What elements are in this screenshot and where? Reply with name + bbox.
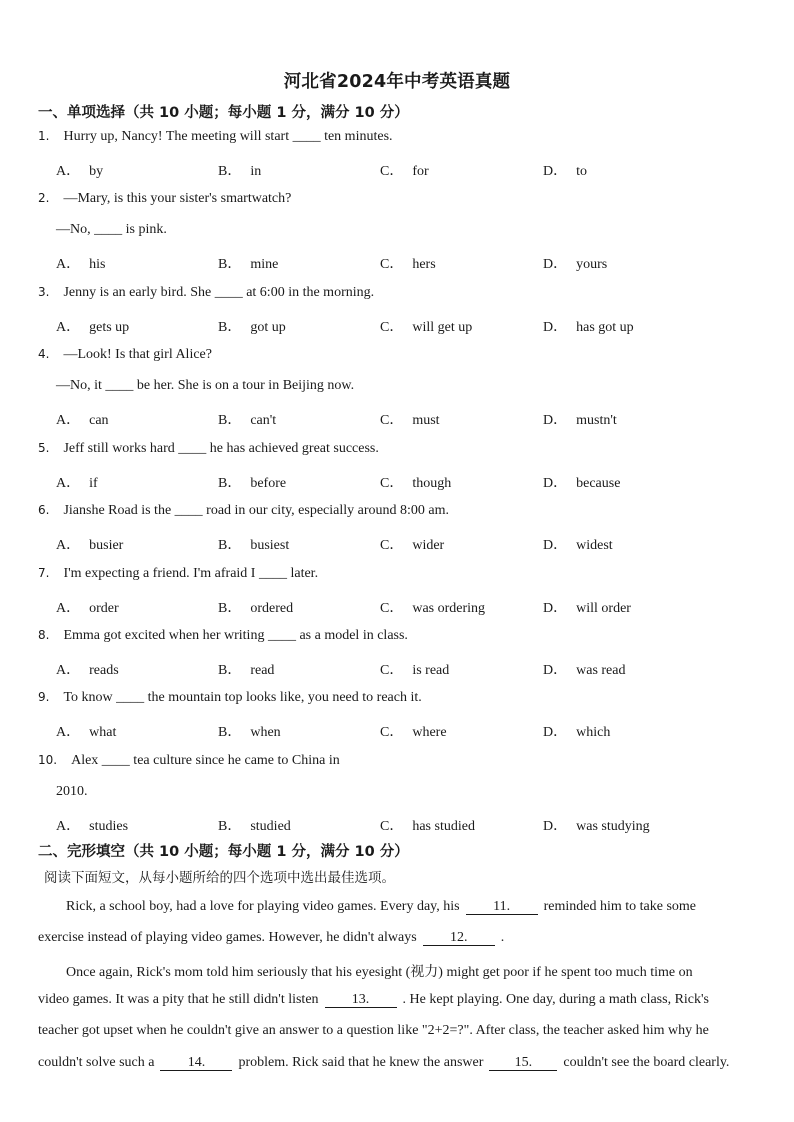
option-text: for	[412, 164, 429, 179]
option-text: studied	[250, 819, 291, 834]
option-letter: D．	[543, 413, 568, 428]
question-5	[38, 441, 379, 457]
option-text: got up	[250, 320, 286, 335]
question-stem: Jeff still works hard ____ he has achieved great success.	[63, 441, 379, 456]
option-b[interactable]	[218, 316, 286, 336]
answer-options	[56, 721, 776, 741]
option-text: busier	[89, 538, 124, 553]
option-c[interactable]	[380, 253, 436, 273]
option-text: was read	[576, 663, 626, 678]
question-stem-continued: —No, ____ is pink.	[56, 222, 167, 237]
option-text: reads	[89, 663, 119, 678]
question-number: 10.	[38, 753, 58, 767]
passage-text: couldn't solve such a	[38, 1055, 155, 1070]
option-letter: B．	[218, 538, 242, 553]
option-letter: C．	[380, 663, 404, 678]
question-stem-continued: 2010.	[56, 784, 88, 799]
answer-options	[56, 472, 776, 492]
option-text: was studying	[576, 819, 650, 834]
option-letter: D．	[543, 164, 568, 179]
option-d[interactable]	[543, 815, 650, 835]
option-b[interactable]	[218, 659, 274, 679]
passage-text: reminded him to take some	[543, 899, 697, 914]
option-a[interactable]	[56, 721, 116, 741]
option-letter: B．	[218, 601, 242, 616]
option-letter: A．	[56, 413, 81, 428]
option-text: has got up	[576, 320, 634, 335]
question-stem: —Look! Is that girl Alice?	[63, 347, 212, 362]
passage-text: .	[500, 930, 505, 945]
option-letter: C．	[380, 320, 404, 335]
option-letter: A．	[56, 663, 81, 678]
option-b[interactable]	[218, 472, 286, 492]
passage-line-4	[38, 992, 709, 1008]
passage-line-2	[38, 930, 504, 946]
question-stem: Hurry up, Nancy! The meeting will start ____ ten minutes.	[63, 129, 393, 144]
option-a[interactable]	[56, 160, 103, 180]
passage-line-1	[66, 899, 696, 915]
option-text: before	[250, 476, 287, 491]
cloze-blank[interactable]: 14.	[160, 1055, 232, 1071]
option-text: if	[89, 476, 98, 491]
option-letter: C．	[380, 164, 404, 179]
option-b[interactable]	[218, 815, 291, 835]
option-letter: B．	[218, 320, 242, 335]
question-2	[38, 191, 291, 207]
option-text: when	[250, 725, 281, 740]
option-a[interactable]	[56, 472, 98, 492]
option-d[interactable]	[543, 597, 631, 617]
question-number: 9.	[38, 690, 50, 704]
option-letter: D．	[543, 476, 568, 491]
option-letter: A．	[56, 257, 81, 272]
option-text: hers	[412, 257, 436, 272]
option-text: busiest	[250, 538, 290, 553]
option-letter: B．	[218, 476, 242, 491]
option-d[interactable]	[543, 160, 587, 180]
option-letter: C．	[380, 538, 404, 553]
passage-text: video games. It was a pity that he still didn't listen	[38, 992, 319, 1007]
question-stem-continued: —No, it ____ be her. She is on a tour in Beijing now.	[56, 378, 355, 393]
answer-options	[56, 815, 776, 835]
option-letter: C．	[380, 257, 404, 272]
option-letter: A．	[56, 320, 81, 335]
option-letter: B．	[218, 164, 242, 179]
option-letter: C．	[380, 601, 404, 616]
option-letter: D．	[543, 257, 568, 272]
question-number: 4.	[38, 347, 50, 361]
option-a[interactable]	[56, 597, 119, 617]
question-number: 7.	[38, 566, 50, 580]
option-b[interactable]	[218, 534, 289, 554]
question-6	[38, 503, 449, 519]
option-d[interactable]	[543, 409, 617, 429]
question-stem: Emma got excited when her writing ____ as a model in class.	[63, 628, 408, 643]
option-a[interactable]	[56, 659, 119, 679]
page-title: 河北省2024年中考英语真题	[283, 72, 511, 92]
option-letter: B．	[218, 413, 242, 428]
option-text: widest	[576, 538, 613, 553]
option-text: read	[250, 663, 275, 678]
question-stem: Alex ____ tea culture since he came to China in	[71, 753, 340, 768]
option-d[interactable]	[543, 721, 610, 741]
option-text: can't	[250, 413, 277, 428]
question-9	[38, 690, 422, 706]
option-text: order	[89, 601, 119, 616]
option-c[interactable]	[380, 597, 485, 617]
option-text: though	[412, 476, 452, 491]
option-b[interactable]	[218, 409, 276, 429]
option-c[interactable]	[380, 316, 472, 336]
option-text: will get up	[412, 320, 473, 335]
option-text: can	[89, 413, 109, 428]
option-c[interactable]	[380, 721, 447, 741]
option-text: was ordering	[412, 601, 486, 616]
answer-options	[56, 659, 776, 679]
option-letter: C．	[380, 413, 404, 428]
option-c[interactable]	[380, 472, 451, 492]
question-number: 2.	[38, 191, 50, 205]
question-3	[38, 285, 374, 301]
question-number: 3.	[38, 285, 50, 299]
question-number: 6.	[38, 503, 50, 517]
option-a[interactable]	[56, 253, 105, 273]
option-letter: D．	[543, 663, 568, 678]
option-d[interactable]	[543, 253, 607, 273]
option-letter: A．	[56, 601, 81, 616]
section-1-heading: 一、单项选择（共 10 小题；每小题 1 分，满分 10 分）	[38, 105, 409, 121]
option-c[interactable]	[380, 659, 449, 679]
option-text: wider	[412, 538, 445, 553]
option-a[interactable]	[56, 316, 129, 336]
option-letter: D．	[543, 725, 568, 740]
option-letter: C．	[380, 819, 404, 834]
option-d[interactable]	[543, 534, 613, 554]
option-letter: A．	[56, 538, 81, 553]
option-letter: C．	[380, 476, 404, 491]
question-8	[38, 628, 408, 644]
option-a[interactable]	[56, 409, 109, 429]
option-c[interactable]	[380, 409, 440, 429]
answer-options	[56, 316, 776, 336]
passage-line-6	[38, 1055, 729, 1071]
question-1	[38, 129, 393, 145]
option-d[interactable]	[543, 472, 620, 492]
cloze-blank[interactable]: 15.	[489, 1055, 557, 1071]
passage-text: couldn't see the board clearly.	[563, 1055, 730, 1070]
option-a[interactable]	[56, 815, 128, 835]
option-text: has studied	[412, 819, 475, 834]
option-text: gets up	[89, 320, 130, 335]
option-b[interactable]	[218, 721, 281, 741]
option-letter: A．	[56, 476, 81, 491]
answer-options	[56, 409, 776, 429]
option-letter: D．	[543, 538, 568, 553]
option-letter: A．	[56, 725, 81, 740]
option-text: what	[89, 725, 117, 740]
passage-line-3	[66, 961, 693, 981]
question-4	[38, 347, 212, 363]
passage-text: teacher got upset when he couldn't give an answer to a question like "2+2=?". After class, the teacher asked him why he	[38, 1023, 709, 1038]
option-d[interactable]	[543, 659, 626, 679]
option-text: mine	[250, 257, 279, 272]
cloze-blank[interactable]: 13.	[325, 992, 397, 1008]
passage-line-5	[38, 1023, 709, 1039]
option-text: must	[412, 413, 440, 428]
question-stem: —Mary, is this your sister's smartwatch?	[63, 191, 292, 206]
option-text: mustn't	[576, 413, 617, 428]
passage-text: exercise instead of playing video games. However, he didn't always	[38, 930, 417, 945]
cloze-blank[interactable]: 11.	[466, 899, 538, 915]
option-text: his	[89, 257, 106, 272]
option-letter: B．	[218, 663, 242, 678]
question-stem: To know ____ the mountain top looks like, you need to reach it.	[63, 690, 422, 705]
option-b[interactable]	[218, 597, 293, 617]
option-b[interactable]	[218, 253, 278, 273]
question-number: 5.	[38, 441, 50, 455]
option-letter: A．	[56, 819, 81, 834]
option-letter: C．	[380, 725, 404, 740]
option-text: by	[89, 164, 104, 179]
answer-options	[56, 597, 776, 617]
question-stem: Jenny is an early bird. She ____ at 6:00 in the morning.	[63, 285, 375, 300]
passage-text: problem. Rick said that he knew the answer	[238, 1055, 484, 1070]
question-stem: Jianshe Road is the ____ road in our city, especially around 8:00 am.	[63, 503, 450, 518]
option-letter: D．	[543, 819, 568, 834]
option-letter: B．	[218, 257, 242, 272]
option-text: will order	[576, 601, 631, 616]
question-number: 1.	[38, 129, 50, 143]
question-stem: I'm expecting a friend. I'm afraid I ____ later.	[63, 566, 319, 581]
option-text: to	[576, 164, 588, 179]
question-10	[38, 753, 340, 769]
question-7	[38, 566, 318, 582]
option-letter: B．	[218, 819, 242, 834]
answer-options	[56, 534, 776, 554]
option-text: yours	[576, 257, 608, 272]
cloze-blank[interactable]: 12.	[423, 930, 495, 946]
option-text: which	[576, 725, 611, 740]
option-a[interactable]	[56, 534, 123, 554]
option-text: in	[250, 164, 262, 179]
option-text: studies	[89, 819, 129, 834]
passage-text: . He kept playing. One day, during a math class, Rick's	[402, 992, 709, 1007]
option-b[interactable]	[218, 160, 261, 180]
option-letter: D．	[543, 601, 568, 616]
passage-text: Rick, a school boy, had a love for playing video games. Every day, his	[66, 899, 460, 914]
option-text: ordered	[250, 601, 294, 616]
option-letter: A．	[56, 164, 81, 179]
question-number: 8.	[38, 628, 50, 642]
option-text: where	[412, 725, 447, 740]
option-text: because	[576, 476, 621, 491]
option-c[interactable]	[380, 815, 475, 835]
option-letter: D．	[543, 320, 568, 335]
option-c[interactable]	[380, 160, 429, 180]
option-c[interactable]	[380, 534, 444, 554]
option-text: is read	[412, 663, 450, 678]
answer-options	[56, 160, 776, 180]
section-2-instruction: 阅读下面短文，从每小题所给的四个选项中选出最佳选项。	[44, 870, 395, 886]
answer-options	[56, 253, 776, 273]
option-d[interactable]	[543, 316, 634, 336]
passage-text: Once again, Rick's mom told him seriously that his eyesight (视力) might get poor if he spent too much time on	[66, 965, 693, 980]
section-2-heading: 二、完形填空（共 10 小题；每小题 1 分，满分 10 分）	[38, 844, 409, 860]
option-letter: B．	[218, 725, 242, 740]
